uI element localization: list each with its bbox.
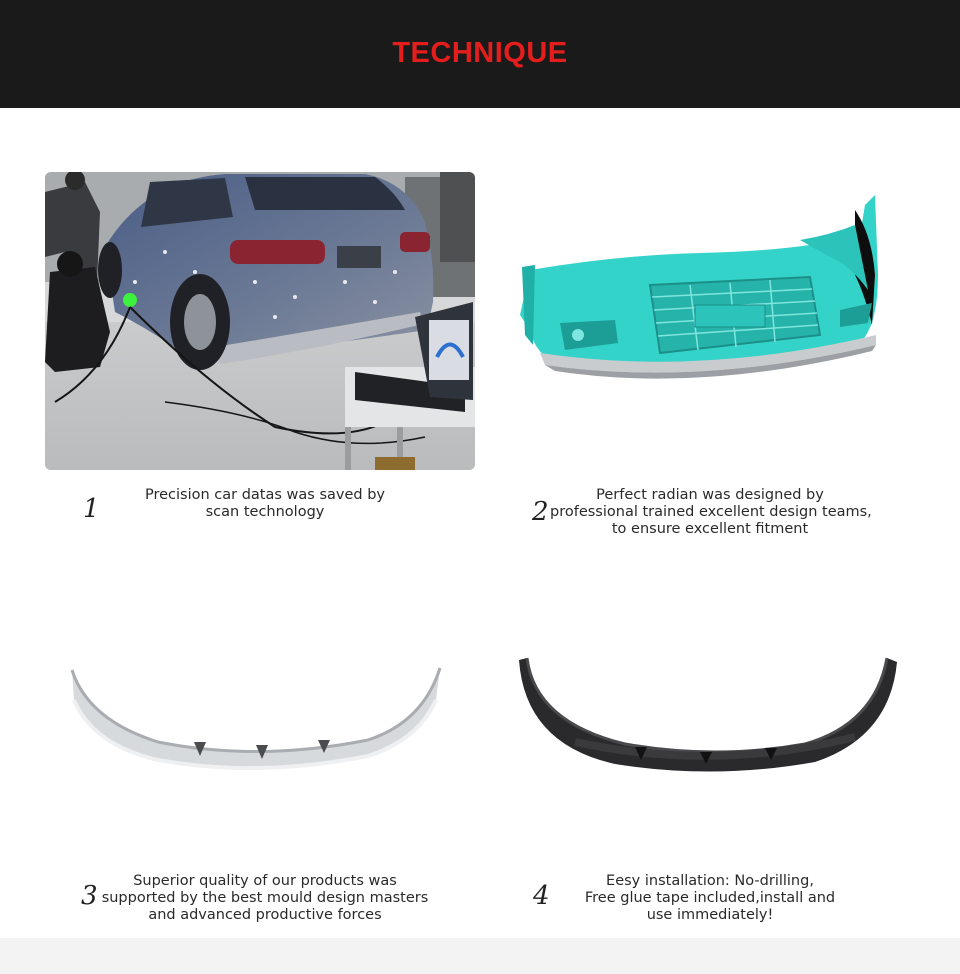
step-2-line-1: Perfect radian was designed by — [596, 487, 824, 503]
scan-photo — [45, 172, 475, 470]
step-4-line-2: Free glue tape included,install and — [584, 890, 836, 906]
step-number-2: 2 — [532, 497, 549, 527]
step-4-line-1: Eesy installation: No-drilling, — [606, 873, 814, 889]
step-3-line-1: Superior quality of our products was — [133, 873, 397, 889]
step-1-caption — [115, 487, 415, 521]
step-2-line-3: to ensure excellent fitment — [611, 521, 809, 537]
step-3-line-3: and advanced productive forces — [148, 907, 382, 923]
step-2-caption — [550, 487, 870, 538]
step-number-4: 4 — [533, 881, 550, 911]
step-number-1: 1 — [83, 494, 100, 524]
step-4-caption — [575, 873, 845, 924]
step-4-line-3: use immediately! — [646, 907, 774, 923]
footer-band — [0, 938, 960, 974]
step-1-line-2: scan technology — [205, 504, 325, 520]
step-3-line-2: supported by the best mould design masters — [101, 890, 429, 906]
header-bar — [0, 0, 960, 108]
step-number-3: 3 — [81, 881, 98, 911]
page-title: TECHNIQUE — [392, 37, 568, 69]
step-3-caption — [100, 873, 430, 924]
silver-lip-mould — [68, 660, 443, 770]
bumper-3d-model — [500, 195, 900, 405]
carbon-lip-product — [515, 652, 905, 782]
step-2-line-2: professional trained excellent design teams, — [550, 504, 872, 520]
step-1-line-1: Precision car datas was saved by — [144, 487, 385, 503]
